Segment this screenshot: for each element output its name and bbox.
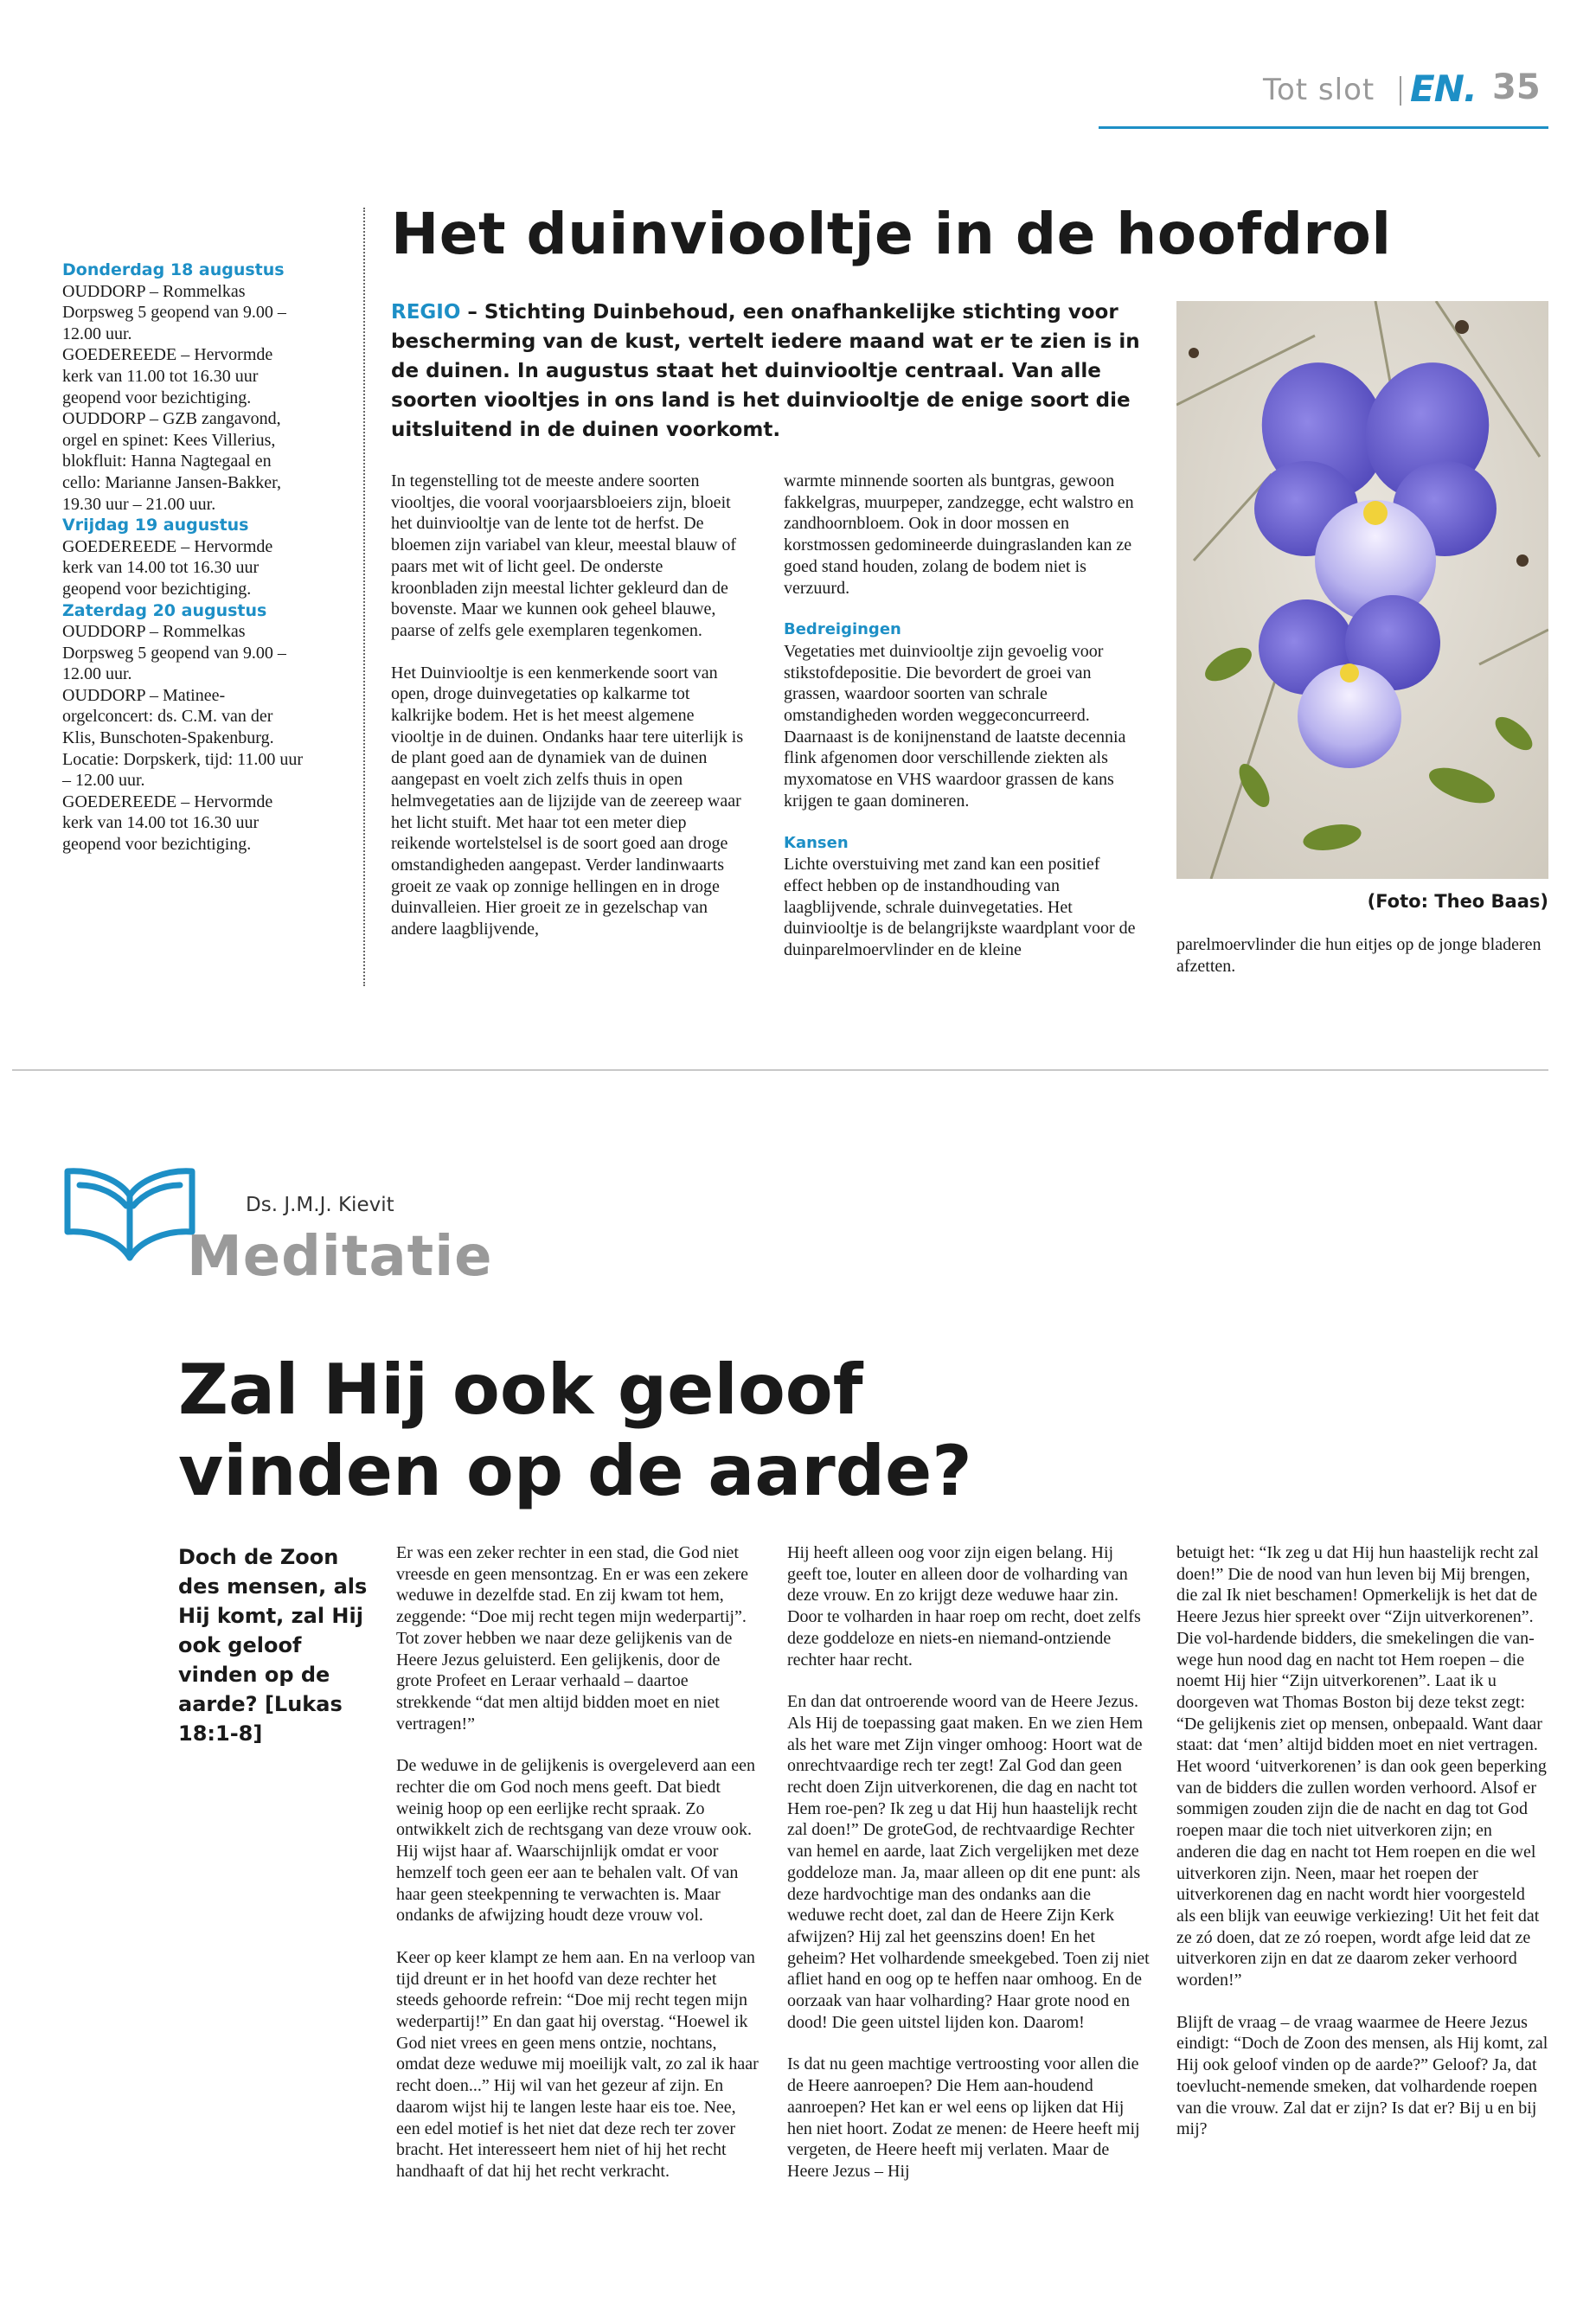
agenda-line: 12.00 uur. xyxy=(62,324,132,343)
agenda-day-block xyxy=(62,600,348,856)
paragraph: Lichte overstuiving met zand kan een positief effect hebben op de instandhouding van laagblijvende, schrale duinvegetaties. Het duinviooltje is de belangrijkste waardplant voor de duinparelmoervlinder en de kleine xyxy=(784,855,1136,960)
agenda-line: Locatie: Dorpskerk, tijd: 11.00 uur xyxy=(62,749,304,769)
meditation-column-1 xyxy=(396,1542,760,2203)
agenda-line: orgelconcert: ds. C.M. van der xyxy=(62,707,273,727)
paragraph: Keer op keer klampt ze hem aan. En na verloop van tijd dreunt er in het hoofd van deze rechter het steeds gehoorde refrein: “Doe mij recht tegen mijn wederpartij!” En dan gaat hij overstag. “Hoewel ik God niet vrees en geen mens ontzie, nochtans, omdat deze weduwe mij moeilijk valt, zo zal ik haar recht doen...” Hij wil van het gezeur af zijn. En daarom wijst hij te langen leste haar eis toe. Nee, een edel motief is het niet dat deze rech ter zover bracht. Het interesseert hem niet of hij het recht handhaaft of dat hij het recht verkracht. xyxy=(396,1947,759,2181)
paragraph: betuigt het: “Ik zeg u dat Hij hun haastelijk recht zal doen!” Die de nood van hun leven bij Mij brengen, die zal Ik niet beschamen! Opmerkelijk is het dat de Heere Jezus hier spreekt over “Zijn uitverkorenen”. Die vol-hardende bidders, die smekelingen die van-wege hun nood dag en nacht tot Hem roepen – die noemt Hij hier “Zijn uitverkorenen”. Laat ik u doorgeven wat Thomas Boston bij deze tekst zegt: “De gelijkenis ziet op mensen, onbepaald. Want daar staat: dat ‘men’ altijd bidden moet en niet vertragen. Het woord ‘uitverkorenen’ is dan ook geen beperking van de bidders die zullen worden verhoord. Alsof er sommigen zouden zijn die de nacht en dag tot God roepen maar die toch niet uitverkoren zijn; en anderen die dag en nacht tot Hem roepen en die wel uitverkoren zijn. Neen, maar het roepen der uitverkorenen dag en nacht wordt hier voorgesteld als een blijk van eeuwige verkiezing! Uit het feit dat ze zó doen, dat ze zó roepen, wordt afge leid dat ze uitverkoren zijn en dat ze daarom zeker verhoord worden!” xyxy=(1176,1543,1547,1990)
agenda-line: kerk van 11.00 tot 16.30 uur xyxy=(62,366,259,386)
agenda-line: geopend voor bezichtiging. xyxy=(62,388,252,407)
publication-logo: EN. xyxy=(1410,67,1477,110)
agenda-line: GOEDEREEDE – Hervormde xyxy=(62,792,273,811)
agenda-line: GOEDEREEDE – Hervormde xyxy=(62,536,273,556)
header-separator xyxy=(1400,76,1401,106)
agenda-line: Klis, Bunschoten-Spakenburg. xyxy=(62,728,274,748)
scripture-quote: Doch de Zoon des mensen, als Hij komt, zal Hij ook geloof vinden op de aarde? [Lukas 18:1-8] xyxy=(178,1545,368,1746)
header-rule xyxy=(1099,126,1548,129)
agenda-day-heading: Donderdag 18 augustus xyxy=(62,260,285,279)
agenda-line: Dorpsweg 5 geopend van 9.00 – xyxy=(62,303,286,323)
article-column-2 xyxy=(784,471,1138,982)
agenda-line: OUDDORP – GZB zangavond, xyxy=(62,409,281,429)
author-name: Ds. J.M.J. Kievit xyxy=(246,1194,394,1216)
article-column-3 xyxy=(1176,934,1548,997)
agenda-line: cello: Marianne Jansen-Bakker, xyxy=(62,472,281,492)
agenda-line: kerk van 14.00 tot 16.30 uur xyxy=(62,558,260,578)
agenda-line: Dorpsweg 5 geopend van 9.00 – xyxy=(62,643,286,663)
paragraph: warmte minnende soorten als buntgras, gewoon fakkelgras, muurpeper, zandzegge, echt walstro en zandhoornbloem. Ook in door mossen en korstmossen gedomineerde duingraslanden kan ze goed stand houden, zolang de bodem niet is verzuurd. xyxy=(784,471,1134,598)
article-column-1 xyxy=(391,471,746,961)
article-lead xyxy=(391,298,1152,445)
region-tag: REGIO xyxy=(391,301,461,324)
lead-text: – Stichting Duinbehoud, een onafhankelijke stichting voor bescherming van de kust, vertelt iedere maand wat er te zien is in de duinen. In augustus staat het duinviooltje centraal. Van alle soorten viooltjes in ons land is het duinviooltje de enige soort die uitsluitend in de duinen voorkomt. xyxy=(391,301,1140,441)
agenda-line: kerk van 14.00 tot 16.30 uur xyxy=(62,813,260,833)
agenda-line: OUDDORP – Rommelkas xyxy=(62,281,246,301)
agenda-line: geopend voor bezichtiging. xyxy=(62,579,252,599)
open-book-icon xyxy=(59,1161,201,1265)
paragraph: Blijft de vraag – de vraag waarmee de Heere Jezus eindigt: “Doch de Zoon des mensen, als Hij komt, zal Hij ook geloof vinden op de aarde?” Geloof? Ja, dat toevlucht-nemende smeken, dat volhardende roepen van die vrouw. Zal dat er zijn? Is dat er? Bij u en bij mij? xyxy=(1176,2012,1548,2139)
agenda-line: – 12.00 uur. xyxy=(62,771,145,791)
section-divider xyxy=(12,1069,1548,1071)
title-line: Zal Hij ook geloof xyxy=(178,1349,863,1430)
paragraph: Hij heeft alleen oog voor zijn eigen belang. Hij geeft toe, louter en alleen door de volharding van deze vrouw. En zo krijgt deze weduwe haar zin. Door te volharden in haar roep om recht, doet zelfs deze goddeloze en niets-en niemand-ontziende rechter haar recht. xyxy=(787,1543,1141,1670)
paragraph: parelmoervlinder die hun eitjes op de jonge bladeren afzetten. xyxy=(1176,935,1542,976)
column-divider xyxy=(363,208,365,986)
agenda-day-block xyxy=(62,515,348,599)
agenda-line: orgel en spinet: Kees Villerius, xyxy=(62,430,276,450)
violet-photo xyxy=(1176,301,1548,879)
subheading: Kansen xyxy=(784,833,849,852)
agenda-line: 19.30 uur – 21.00 uur. xyxy=(62,494,216,514)
paragraph: In tegenstelling tot de meeste andere soorten viooltjes, die vooral voorjaarsbloeiers zijn, bloeit het duinviooltje van de lente tot de herfst. De bloemen zijn variabel van kleur, meestal blauw of paars met wit of licht geel. De onderste kroonbladen zijn meestal lichter gekleurd dan de bovenste. Maar we kunnen ook geheel blauwe, paarse of zelfs gele exemplaren tegenkomen. xyxy=(391,471,737,640)
agenda-day-block xyxy=(62,260,348,515)
section-kicker: Meditatie xyxy=(187,1225,493,1289)
paragraph: Er was een zeker rechter in een stad, die God niet vreesde en geen mensontzag. En er was een zekere weduwe in dezelfde stad. En zij kwam tot hem, zeggende: “Doe mij recht tegen mijn wederpartij”. Tot zover hebben we naar deze gelijkenis van de Heere Jezus geluisterd. Een gelijkenis, door de grote Profeet en Leraar verhaald – daartoe strekkende “dat men altijd bidden moet en niet vertragen!” xyxy=(396,1543,749,1734)
agenda-line: geopend voor bezichtiging. xyxy=(62,835,252,855)
paragraph: Vegetaties met duinviooltje zijn gevoelig voor stikstofdepositie. Die bevordert de groei van grassen, waardoor soorten van schrale omstandigheden worden weggeconcurreerd. Daarnaast is de konijnenstand de laatste decennia flink afgenomen door verschillende ziekten als myxomatose en VHS waardoor grassen de kans krijgen te gaan domineren. xyxy=(784,641,1126,811)
page-number: 35 xyxy=(1492,67,1541,107)
agenda-day-heading: Zaterdag 20 augustus xyxy=(62,600,267,620)
agenda-line: 12.00 uur. xyxy=(62,664,132,684)
title-line: vinden op de aarde? xyxy=(178,1431,972,1511)
agenda-line: GOEDEREEDE – Hervormde xyxy=(62,345,273,365)
section-label: Tot slot xyxy=(1263,73,1375,107)
paragraph: Is dat nu geen machtige vertroosting voor allen die de Heere aanroepen? Die Hem aan-houdend aanroepen? Het kan er wel eens op lijken dat Hij hen niet hoort. Zodat ze menen: de Heere heeft mij vergeten, de Heere heeft mij verlaten. Maar de Heere Jezus – Hij xyxy=(787,2054,1140,2181)
agenda-column xyxy=(62,260,348,856)
paragraph: En dan dat ontroerende woord van de Heere Jezus. Als Hij de toepassing gaat maken. En we zien Hem als het ware met Zijn vinger omhoog: Hoort wat de onrechtvaardige rech ter zegt! Zal God dan geen recht doen Zijn uitverkorenen, die dag en nacht tot Hem roe-pen? Ik zeg u dat Hij hun haastelijk recht zal doen!” De groteGod, de rechtvaardige Rechter van hemel en aarde, laat Zich vergelijken met deze goddeloze man. Ja, maar alleen op dit ene punt: als deze hardvochtige man des ondanks aan die weduwe recht doet, zal dan de Heere Zijn Kerk afwijzen? Hij zal het geenszins doen! En het geheim? Het volhardende smeekgebed. Toen zij niet afliet hand en oog op te heffen naar omhoog. En de oorzaak van haar volharding? Haar grote nood en dood! Die geen uitstel lijden kon. Daarom! xyxy=(787,1692,1150,2032)
meditation-column-2 xyxy=(787,1542,1151,2203)
meditation-title xyxy=(178,1349,1130,1512)
paragraph: De weduwe in de gelijkenis is overgeleverd aan een rechter die om God noch mens geeft. Dat biedt weinig hoop op een eerlijke recht spraak. Zo ontwikkelt zich de rechtsgang van deze vrouw ook. Hij wijst haar af. Waarschijnlijk omdat er voor hemzelf toch geen eer aan te behalen valt. Of van haar geen steekpenning te verwachten is. Maar ondanks de afwijzing houdt deze vrouw vol. xyxy=(396,1756,756,1926)
subheading: Bedreigingen xyxy=(784,620,901,639)
agenda-line: OUDDORP – Matinee- xyxy=(62,685,226,705)
agenda-line: OUDDORP – Rommelkas xyxy=(62,622,246,642)
meditation-column-3 xyxy=(1176,1542,1548,2161)
paragraph: Het Duinviooltje is een kenmerkende soort van open, droge duinvegetaties op kalkarme tot kalkrijke bodem. Het is het meest algemene viooltje in de duinen. Ondanks haar tere uiterlijk is de plant goed aan de dynamiek van de duinen aangepast en voelt zich zelfs thuis in open helmvegetaties aan de lijzijde van de zeereep waar het licht stuift. Met haar tot een meter diep reikende wortelstelsel is de soort goed aan droge omstandigheden aangepast. Verder landinwaarts groeit ze vaak op zonnige hellingen en in droge duinvalleien. Hier groeit ze in gezelschap van andere laagblijvende, xyxy=(391,663,744,939)
photo-caption: (Foto: Theo Baas) xyxy=(1367,891,1548,912)
article-title: Het duinviooltje in de hoofdrol xyxy=(391,201,1392,267)
agenda-day-heading: Vrijdag 19 augustus xyxy=(62,516,249,535)
agenda-line: blokfluit: Hanna Nagtegaal en xyxy=(62,452,272,471)
